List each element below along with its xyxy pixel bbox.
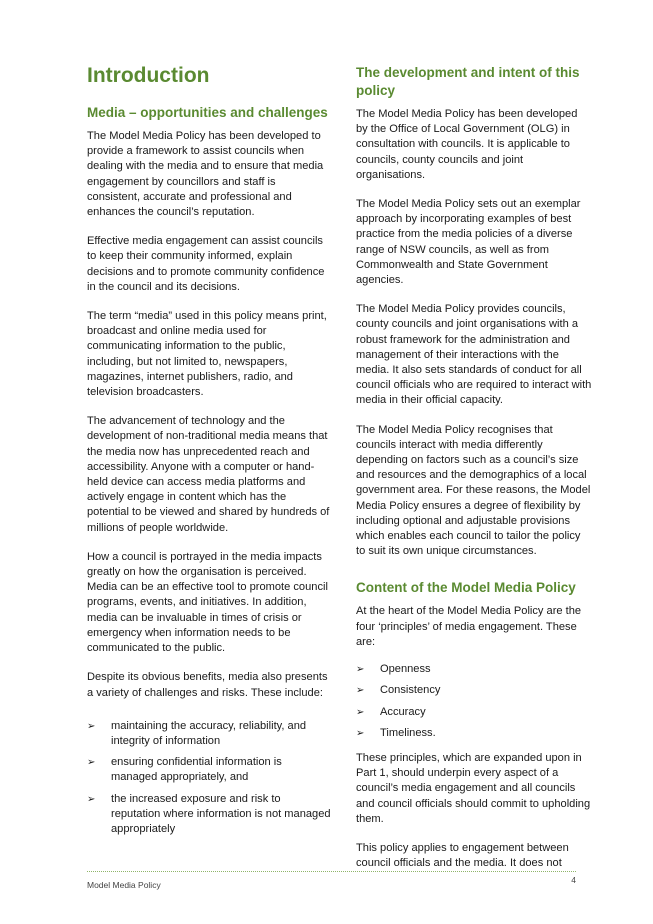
paragraph: This policy applies to engagement between council officials and the media. It does not — [356, 841, 569, 870]
list-item: ➢ Openness — [356, 662, 592, 677]
section-heading-content: Content of the Model Media Policy — [356, 580, 576, 596]
paragraph: The term “media” used in this policy means print, broadcast and online media used for communicating information to the public, including, but not limited to, newspapers, magazines, internet publishers, radio, and television broadcasters. — [87, 310, 327, 399]
left-column — [87, 58, 331, 847]
paragraph: Despite its obvious benefits, media also presents a variety of challenges and risks. These include: — [87, 671, 328, 699]
arrow-bullet-icon: ➢ — [356, 727, 365, 739]
page-footer — [87, 871, 576, 893]
challenges-list — [87, 719, 331, 837]
arrow-bullet-icon: ➢ — [356, 664, 365, 676]
list-item: ➢ the increased exposure and risk to reputation where information is not managed appropriately — [87, 792, 331, 835]
list-item: ➢ Timeliness. — [356, 726, 592, 741]
paragraph: At the heart of the Model Media Policy are the four ‘principles’ of media engagement. These are: — [356, 605, 582, 648]
section-heading-media: Media – opportunities and challenges — [87, 105, 328, 120]
arrow-bullet-icon: ➢ — [87, 757, 96, 769]
list-item: ➢ maintaining the accuracy, reliability, and integrity of information — [87, 719, 307, 747]
paragraph: The Model Media Policy sets out an exemplar approach by incorporating examples of best practice from the media policies of a diverse range of NSW councils, as well as from Commonwealth and State Government agencies. — [356, 198, 581, 287]
paragraph: The Model Media Policy has been developed by the Office of Local Government (OLG) in consultation with councils. It is applicable to councils, county councils and joint organisations. — [356, 108, 578, 181]
list-item: ➢ Accuracy — [356, 705, 592, 720]
arrow-bullet-icon: ➢ — [87, 720, 96, 732]
footer-doc-title: Model Media Policy — [87, 880, 161, 890]
paragraph: The advancement of technology and the development of non-traditional media means that the media now has unprecedented reach and accessibility. Anyone with a computer or hand-held device can access media platforms and actively engage in content which has the potential to be viewed and shared by hundreds of millions of people worldwide. — [87, 415, 330, 534]
principles-list — [356, 662, 592, 741]
arrow-bullet-icon: ➢ — [87, 793, 96, 805]
right-column — [356, 58, 592, 885]
paragraph: The Model Media Policy recognises that councils interact with media differently depending on factors such as a council’s size and resources and the demographics of a local government area. For these reasons, the Model Media Policy ensures a degree of flexibility by including optional and adjustable provisions which enables each council to tailor the policy to suit its own unique circumstances. — [356, 423, 591, 558]
arrow-bullet-icon: ➢ — [356, 706, 365, 718]
list-item: ➢ ensuring confidential information is managed appropriately, and — [87, 756, 282, 784]
paragraph: The Model Media Policy provides councils, county councils and joint organisations with a robust framework for the administration and management of their interactions with the media. It also sets standards of conduct for all council officials who are required to interact with media in their official capacity. — [356, 303, 592, 407]
list-item: ➢ Consistency — [356, 683, 592, 698]
page-number: 4 — [571, 875, 576, 885]
paragraph: Effective media engagement can assist councils to keep their community informed, explain decisions and to promote community confidence in the council and its decisions. — [87, 235, 325, 293]
paragraph: The Model Media Policy has been developed to provide a framework to assist councils when dealing with the media and to ensure that media engagement by councillors and staff is consistent, accurate and professional and enhances the council’s reputation. — [87, 130, 324, 219]
paragraph: How a council is portrayed in the media impacts greatly on how the organisation is perceived. Media can be an effective tool to promote council programs, events, and initiatives. In addition, media can be invaluable in times of crisis or emergency when information needs to be communicated to the public. — [87, 550, 328, 655]
arrow-bullet-icon: ➢ — [356, 685, 365, 697]
paragraph: These principles, which are expanded upon in Part 1, should underpin every aspect of a council’s media engagement and all councils and council officials should commit to upholding them. — [356, 751, 591, 825]
section-heading-development: The development and intent of this policy — [356, 65, 580, 98]
page-title: Introduction — [87, 64, 210, 87]
